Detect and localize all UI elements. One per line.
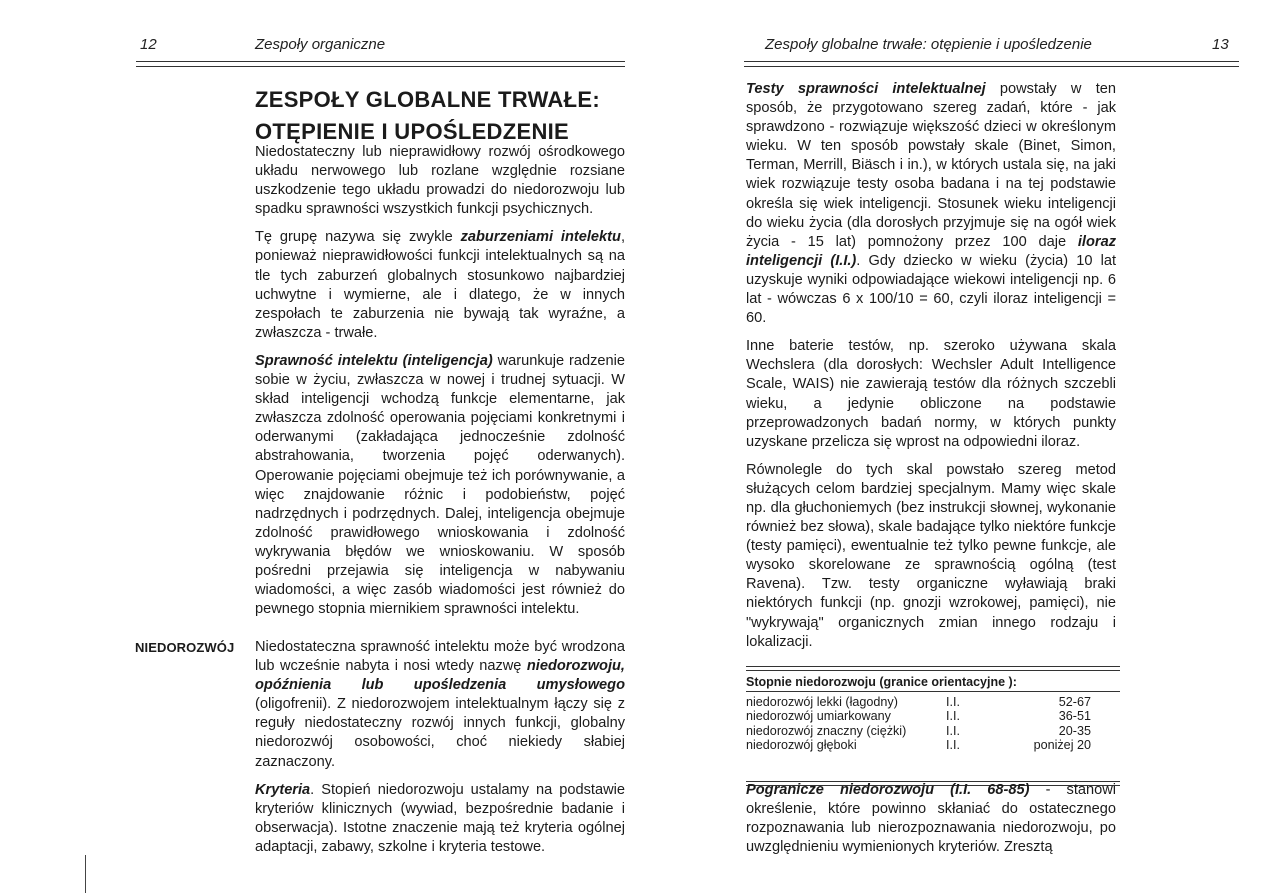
table-body xyxy=(746,695,1091,753)
right-text-column-top xyxy=(746,80,1116,661)
left-text-column-bottom xyxy=(255,638,625,866)
term-testy: Testy sprawności intelektualnej xyxy=(746,81,986,97)
table-rule-mid xyxy=(746,691,1120,692)
row-label: niedorozwój głęboki xyxy=(746,738,857,753)
text-span: . Gdy dziecko w wieku (życia) 10 lat uzyskuje wyniki odpowiadające wiekowi inteligencji np. 6 lat - wówczas 6 x 100/10 = 60, czyli iloraz inteligencji = 60. xyxy=(746,252,1116,327)
paragraph-kryteria xyxy=(255,781,625,857)
paragraph-intellect-disorders xyxy=(255,228,625,343)
row-abbr: I.I. xyxy=(946,723,960,738)
degrees-table xyxy=(746,666,1120,786)
row-range: 36-51 xyxy=(1058,709,1091,724)
page-number: 12 xyxy=(140,36,157,53)
paragraph-wechsler: Inne baterie testów, np. szeroko używana skala Wechslera (dla dorosłych: Wechsler Adult Intelligence Scale, WAIS) nie zawierają testów dla różnych szczebli wieku, a jedynie obliczone na podstawie przeprowadzonych badań normy, w których punkty uzyskane przelicza się wprost na odpowiedni iloraz. xyxy=(746,338,1116,450)
left-text-column-top xyxy=(255,143,625,628)
text-span: (oligofrenii). Z niedorozwojem intelektualnym łączy się z reguły niedostateczny rozwój innych funkcji, globalny niedorozwój osobowości, choć niekiedy słabiej zaznaczony. xyxy=(255,696,625,770)
table-rule-top xyxy=(746,666,1120,667)
term-niedorozwoj: niedorozwoju, opóźnienia lub upośledzenia umysłowego xyxy=(255,658,625,694)
term-zaburzenia-intelektu: zaburzeniami intelektu xyxy=(460,229,621,246)
text-span: - stanowi określenie, które powinno skłaniać do ostatecznego rozpoznawania lub nierozpoznawania niedorozwoju, po uwzględnieniu wymienionych kryteriów. Zresztą xyxy=(746,782,1117,856)
right-text-column-bottom xyxy=(746,781,1116,866)
term-pogranicze: Pogranicze niedorozwoju (I.I. 68-85) xyxy=(746,782,1030,798)
intro-paragraph: Niedostateczny lub nieprawidłowy rozwój ośrodkowego układu nerwowego lub rozlane względnie rozsiane uszkodzenie tego układu prowadzi do niedorozwoju lub spadku sprawności wszystkich funkcji psychicznych. xyxy=(255,144,625,218)
term-kryteria: Kryteria xyxy=(255,781,311,798)
chapter-title xyxy=(255,84,625,148)
chapter-title-line2: OTĘPIENIE I UPOŚLEDZENIE xyxy=(255,119,570,144)
row-abbr: I.I. xyxy=(946,695,960,709)
header-rule xyxy=(136,61,625,67)
table-row xyxy=(746,724,1091,738)
text-span: . Stopień niedorozwoju ustalamy na podstawie kryteriów klinicznych (wywiad, bezpośrednie badanie i obserwacja). Istotne znaczenie mają też kryteria ogólnej adaptacji, zabawy, szkolne i kryteria testowe. xyxy=(255,781,625,855)
text-span: powstały w ten sposób, że przygotowano szereg zadań, które - jak sprawdzono - rozwiązuje większość dzieci w określonym wieku. W ten sposób powstały skale (Binet, Simon, Terman, Merrill, Biäsch i in.), w których ustala się, na jaki wiek rozwiązuje testy osoba badana i na tej podstawie określa się wiek inteligencji. Stosunek wieku inteligencji do wieku życia (dla dorosłych przyjmuje się na ogół wiek życia - 15 lat) pomnożony przez 100 daje xyxy=(746,81,1116,250)
text-span: warunkuje radzenie sobie w życiu, zwłaszcza w nowej i trudnej sytuacji. W skład inteligencji wchodzą funkcje elementarne, jak zwłaszcza zdolność operowania pojęciami konkretnymi i oderwanymi (zakładająca jednocześnie zdolność abstrahowania, tworzenia pojęć oderwanych). Operowanie pojęciami obejmuje też ich porównywanie, a więc znajdowanie różnic i podobieństw, pojęć nadrzędnych i podrzędnych. Dalej, inteligencja obejmuje zdolność prawidłowego wnioskowania i zdolność wykrywania błędów we wnioskowaniu. W sposób pośredni przejawia się inteligencja w nabywaniu wiadomości, a więc zasób wiadomości jest również do pewnego stopnia miernikiem sprawności intelektu. xyxy=(255,352,625,618)
table-title: Stopnie niedorozwoju (granice orientacyjne ): xyxy=(746,675,1017,689)
term-sprawnosc-intelektu: Sprawność intelektu (inteligencja) xyxy=(255,352,493,369)
row-label: niedorozwój umiarkowany xyxy=(746,709,891,724)
running-head: Zespoły organiczne xyxy=(255,36,386,53)
row-label: niedorozwój znaczny (ciężki) xyxy=(746,723,907,738)
margin-line xyxy=(85,855,86,893)
text-span: , ponieważ nieprawidłowości funkcji intelektualnych są na tle tych zaburzeń globalnych stosunkowo najbardziej uchwytne i wymierne, ale i dlatego, że w innych zespołach te zaburzenia nie bywają tak wyraźne, a zwłaszcza - trwałe. xyxy=(255,229,625,341)
paragraph-intelligence xyxy=(255,352,625,619)
table-row xyxy=(746,695,1091,709)
table-row xyxy=(746,738,1091,752)
row-abbr: I.I. xyxy=(946,738,960,753)
paragraph-niedorozwoj xyxy=(255,638,625,772)
paragraph-special-methods: Równolegle do tych skal powstało szereg metod służących celom bardziej specjalnym. Mamy więc skale np. dla głuchoniemych (bez instrukcji słownej, wykonanie również bez słowa), skale badające tylko niektóre funkcje (testy pamięci), ewentualnie też tylko pewne funkcje, ale wysoko skorelowane ze sprawnością ogólną (test Ravena). Tzw. testy organiczne wyławiają braki niektórych funkcji (np. gnozji wzrokowej, pamięci), nie "wykrywają" organicznych zmian innego rodzaju i lokalizacji. xyxy=(746,461,1116,650)
row-range: poniżej 20 xyxy=(1033,738,1091,753)
header-rule xyxy=(744,61,1239,67)
side-heading-niedorozwoj: NIEDOROZWÓJ xyxy=(135,640,235,655)
running-head: Zespoły globalne trwałe: otępienie i upośledzenie xyxy=(765,36,1092,53)
chapter-title-line1: ZESPOŁY GLOBALNE TRWAŁE: xyxy=(255,87,600,112)
text-span: Niedostateczna sprawność intelektu może być wrodzona lub wcześnie nabyta i nosi wtedy nazwę xyxy=(255,639,625,675)
term-iloraz: iloraz inteligencji (I.I.) xyxy=(746,233,1116,269)
row-abbr: I.I. xyxy=(946,709,960,724)
right-page xyxy=(632,0,1263,893)
paragraph-pogranicze xyxy=(746,781,1116,857)
page-number: 13 xyxy=(1212,36,1229,53)
row-label: niedorozwój lekki (łagodny) xyxy=(746,695,898,709)
text-span: Tę grupę nazywa się zwykle xyxy=(255,229,461,246)
table-row xyxy=(746,709,1091,723)
row-range: 52-67 xyxy=(1058,695,1091,709)
row-range: 20-35 xyxy=(1058,723,1091,738)
paragraph-tests xyxy=(746,80,1116,328)
